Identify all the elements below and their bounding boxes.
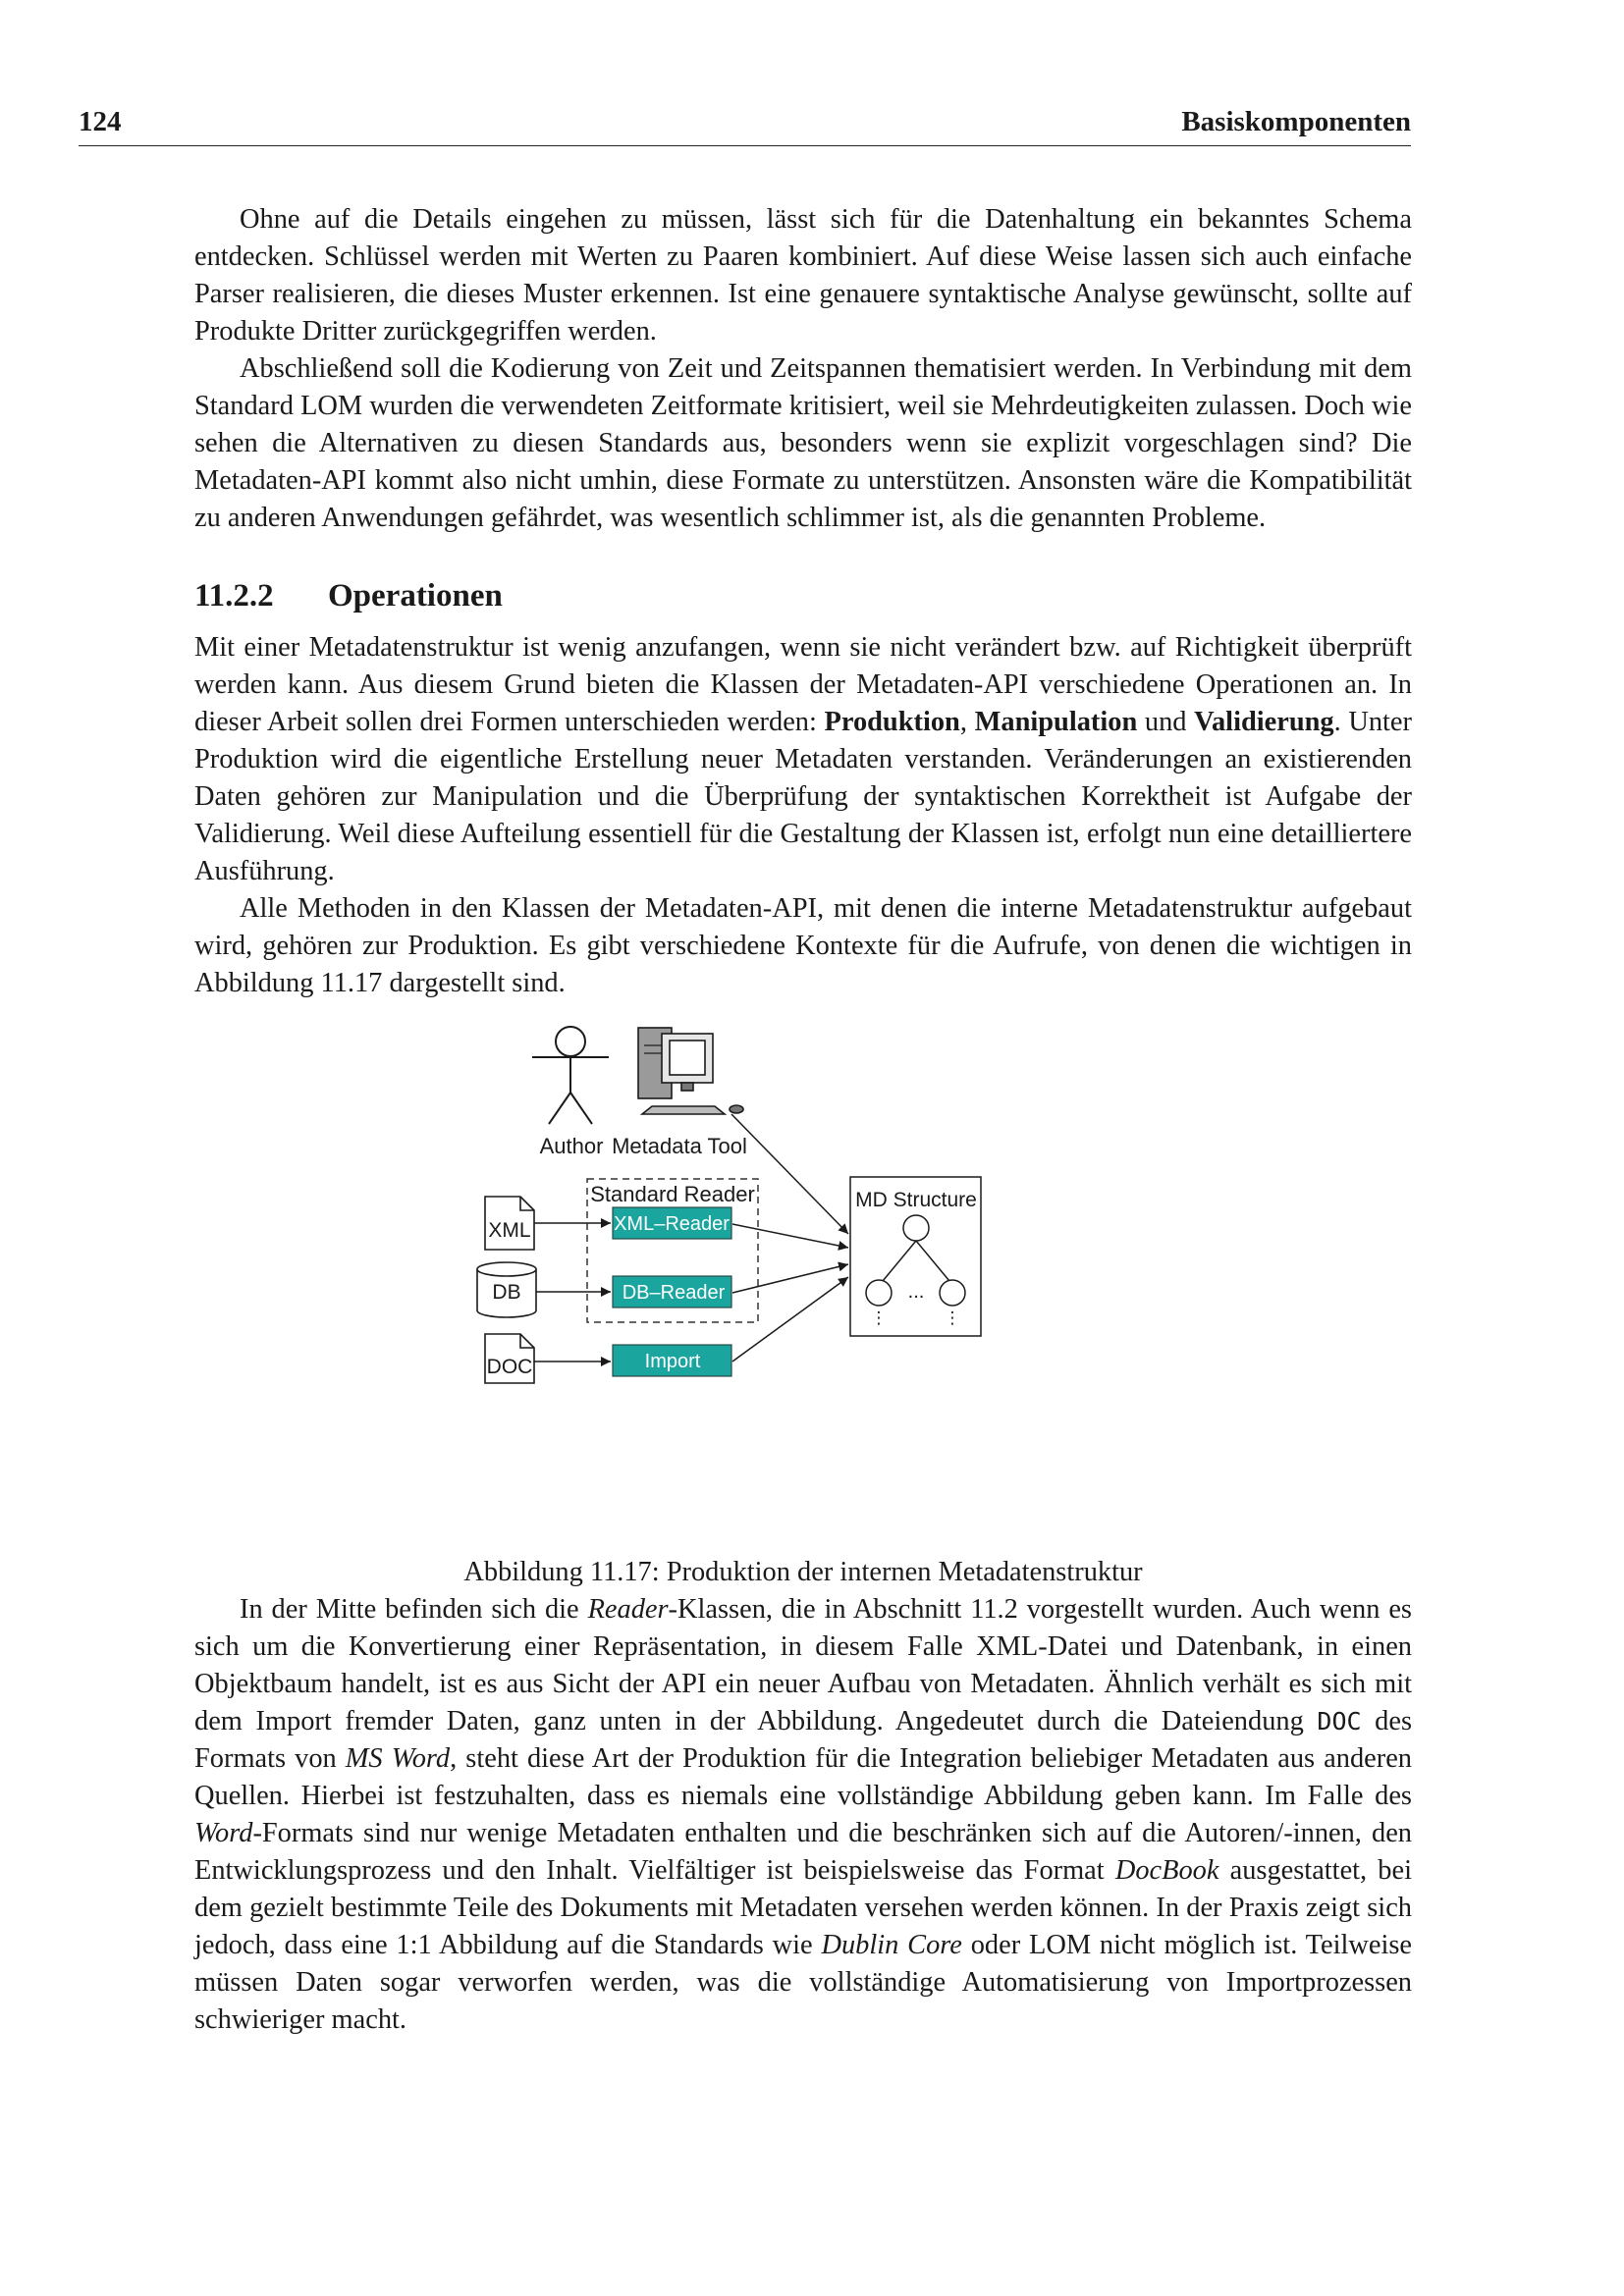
paragraph-5 xyxy=(194,1591,1412,2039)
paragraph-3-sep-1: , xyxy=(959,707,975,737)
paragraph-5-text-6: ausgestattet, bei dem gezielt bestimmte Teile des Dokuments mit Metadaten versehen werden können. In der Praxis zeigt sich jedoch, dass eine 1:1 Abbildung auf die Standards wie xyxy=(194,1855,1412,1960)
paragraph-2: Abschließend soll die Kodierung von Zeit und Zeitspannen thematisiert werden. In Verbindung mit dem Standard LOM wurden die verwendeten Zeitformate kritisiert, weil sie Mehrdeutigkeiten zulassen. Doch wie sehen die Alternativen zu diesen Standards aus, besonders wenn sie explizit vorgeschlagen sind? Die Metadaten-API kommt also nicht umhin, diese Formate zu unterstützen. Ansonsten wäre die Kompatibilität zu anderen Anwendungen gefährdet, was wesentlich schlimmer ist, als die genannten Probleme. xyxy=(194,353,1412,533)
term-produktion: Produktion xyxy=(824,707,960,737)
paragraph-5-text-7: oder LOM nicht möglich ist. Teilweise müssen Daten sogar verworfen werden, was die vollständige Automatisierung von Importprozessen schwieriger macht. xyxy=(194,1930,1412,2035)
term-reader: Reader xyxy=(587,1594,669,1625)
body-text xyxy=(194,201,1412,2039)
figure-11-17 xyxy=(194,1016,1412,1554)
computer-icon xyxy=(638,1028,743,1114)
term-manipulation: Manipulation xyxy=(974,707,1138,737)
paragraph-5-text-5: -Formats sind nur wenige Metadaten enthalten und die beschränken sich auf die Autoren/-innen, den Entwicklungsprozess und den Inhalt. Vielfältiger ist beispielsweise das Format xyxy=(194,1818,1412,1886)
xml-file-label: XML xyxy=(488,1219,531,1242)
actor-icon xyxy=(532,1027,609,1124)
section-title: Operationen xyxy=(328,578,503,614)
paragraph-3-text-1: Mit einer Metadatenstruktur ist wenig anzufangen, wenn sie nicht verändert bzw. auf Richtigkeit überprüft werden kann. Aus diesem Grund bieten die Klassen der Metadaten-API verschiedene Operationen an. In dieser Arbeit sollen drei Formen unterschieden werden: xyxy=(194,632,1412,737)
section-number: 11.2.2 xyxy=(194,578,274,614)
paragraph-5-text-4: , steht diese Art der Produktion für die Integration beliebiger Metadaten aus anderen Quellen. Hierbei ist festzuhalten, dass es niemals eine vollständige Abbildung geben kann. Im Falle des xyxy=(194,1743,1412,1811)
tree-ellipsis: ... xyxy=(907,1281,925,1303)
db-reader-label: DB–Reader xyxy=(622,1282,726,1304)
chapter-title: Basiskomponenten xyxy=(1181,106,1411,137)
xml-reader-label: XML–Reader xyxy=(614,1213,730,1235)
import-label: Import xyxy=(644,1351,701,1372)
term-docbook: DocBook xyxy=(1114,1855,1219,1886)
paragraph-3-text-2: . Unter Produktion wird die eigentliche Erstellung neuer Metadaten verstanden. Veränderungen an existierenden Daten gehören zur Manipulation und die Überprüfung der syntaktischen Korrektheit ist Aufgabe der Validierung. Weil diese Aufteilung essentiell für die Gestaltung der Klassen ist, erfolgt nun eine detailliertere Ausführung. xyxy=(194,707,1412,886)
production-diagram xyxy=(194,1016,1412,1554)
section-heading xyxy=(194,576,1412,615)
page-number: 124 xyxy=(79,106,122,137)
running-header xyxy=(79,106,1411,146)
tree-vdots-left: ⋮ xyxy=(870,1308,888,1328)
actor-label: Author xyxy=(539,1134,604,1158)
figure-caption: Abbildung 11.17: Produktion der internen Metadatenstruktur xyxy=(463,1557,1143,1587)
paragraph-5-text-1: In der Mitte befinden sich die xyxy=(240,1594,588,1625)
database-label: DB xyxy=(492,1281,521,1304)
tool-label: Metadata Tool xyxy=(612,1134,747,1158)
tree-vdots-right: ⋮ xyxy=(944,1308,961,1328)
paragraph-5-text-2: -Klassen, die in Abschnitt 11.2 vorgestellt wurden. Auch wenn es sich um die Konvertierung einer Repräsentation, in diesem Falle XML-Datei und Datenbank, in einen Objektbaum handelt, ist es aus Sicht der API ein neuer Aufbau von Metadaten. Ähnlich verhält es sich mit dem Import fremder Daten, ganz unten in der Abbildung. Angedeutet durch die Dateiendung xyxy=(194,1594,1412,1736)
md-structure-label: MD Structure xyxy=(855,1189,977,1211)
input-arrows xyxy=(534,1223,611,1362)
paragraph-3 xyxy=(194,629,1412,890)
term-dublin-core: Dublin Core xyxy=(821,1930,962,1960)
paragraph-4: Alle Methoden in den Klassen der Metadaten-API, mit denen die interne Metadatenstruktur aufgebaut wird, gehören zur Produktion. Es gibt verschiedene Kontexte für die Aufrufe, von denen die wichtigen in Abbildung 11.17 dargestellt sind. xyxy=(194,893,1412,998)
term-ms-word: MS Word xyxy=(345,1743,451,1774)
output-arrows xyxy=(731,1114,848,1362)
doc-file-label: DOC xyxy=(486,1356,533,1378)
term-validierung: Validierung xyxy=(1194,707,1334,737)
paragraph-5-text-3: des Formats von xyxy=(194,1706,1412,1774)
code-doc: DOC xyxy=(1317,1707,1362,1735)
paragraph-3-sep-2: und xyxy=(1137,707,1195,737)
term-word: Word xyxy=(194,1818,253,1848)
paragraph-1: Ohne auf die Details eingehen zu müssen, lässt sich für die Datenhaltung ein bekanntes Schema entdecken. Schlüssel werden mit Werten zu Paaren kombiniert. Auf diese Weise lassen sich auch einfache Parser realisieren, die dieses Muster erkennen. Ist eine genauere syntaktische Analyse gewünscht, sollte auf Produkte Dritter zurückgegriffen werden. xyxy=(194,204,1412,347)
standard-reader-label: Standard Reader xyxy=(590,1182,755,1206)
